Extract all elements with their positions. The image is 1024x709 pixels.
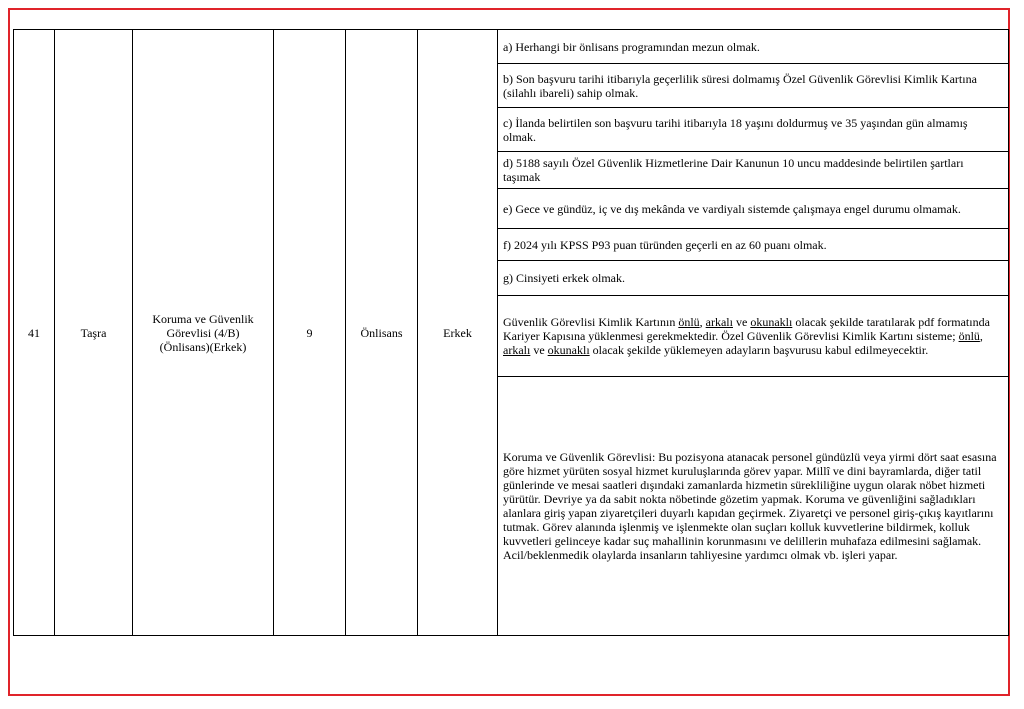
position-title-line: Koruma ve Güvenlik (152, 311, 254, 326)
education-level-cell: Önlisans (346, 30, 418, 636)
requirement-g: g) Cinsiyeti erkek olmak. (498, 261, 1009, 296)
location-cell: Taşra (55, 30, 133, 636)
job-table (13, 29, 1009, 636)
position-count-cell: 9 (274, 30, 346, 636)
requirement-f: f) 2024 yılı KPSS P93 puan türünden geçerli en az 60 puanı olmak. (498, 229, 1009, 261)
position-title-cell (133, 30, 274, 636)
requirement-b: b) Son başvuru tarihi itibarıyla geçerlilik süresi dolmamış Özel Güvenlik Görevlisi Kimlik Kartına (silahlı ibareli) sahip olmak. (498, 64, 1009, 108)
underlined-term: arkalı (503, 343, 531, 357)
table-row (14, 30, 1009, 64)
position-title-line: (Önlisans)(Erkek) (159, 339, 247, 354)
underlined-term: önlü (678, 315, 700, 329)
id-card-upload-note: Güvenlik Görevlisi Kimlik Kartının önlü, arkalı ve okunaklı olacak şekilde taratılarak pdf formatında Kariyer Kapısına yüklenmesi gerekmektedir. Özel Güvenlik Görevlisi Kimlik Kartını sisteme; önlü, arkalı ve okunaklı olacak şekilde yüklemeyen adayların başvurusu kabul edilmeyecektir. (498, 296, 1009, 377)
gender-cell: Erkek (418, 30, 498, 636)
underlined-term: okunaklı (547, 343, 590, 357)
underlined-term: önlü (958, 329, 980, 343)
requirement-e: e) Gece ve gündüz, iç ve dış mekânda ve vardiyalı sistemde çalışmaya engel durumu olmamak. (498, 189, 1009, 229)
row-number-cell: 41 (14, 30, 55, 636)
requirement-d: d) 5188 sayılı Özel Güvenlik Hizmetlerine Dair Kanunun 10 uncu maddesinde belirtilen şartları taşımak (498, 152, 1009, 189)
position-title-line: Görevlisi (4/B) (166, 325, 240, 340)
requirement-c: c) İlanda belirtilen son başvuru tarihi itibarıyla 18 yaşını doldurmuş ve 35 yaşından gün almamış olmak. (498, 108, 1009, 152)
requirement-a: a) Herhangi bir önlisans programından mezun olmak. (498, 30, 1009, 64)
job-description: Koruma ve Güvenlik Görevlisi: Bu pozisyona atanacak personel gündüzlü veya yirmi dört saat esasına göre hizmet yürüten sosyal hizmet kuruluşlarında görev yapar. Millî ve dini bayramlarda, diğer tatil günlerinde ve mesai saatleri dışındaki zamanlarda hizmetin sürekliliğine uygun olarak nöbet hizmeti yürütür. Devriye ya da sabit nokta nöbetinde gözetim yapmak. Koruma ve güvenliğini sağladıkları alanlara giriş yapan ziyaretçileri duyarlı kapıdan geçirmek. Ziyaretçi ve personel giriş-çıkış kayıtlarını tutmak. Görev alanında işlenmiş ve işlenmekte olan suçları kolluk kuvvetlerine bildirmek, kolluk kuvvetleri gelinceye kadar suç mahallinin korunmasını ve delillerin muhafaza edilmesini sağlamak. Acil/beklenmedik olaylarda insanların tahliyesine yardımcı olmak vb. işleri yapar. (498, 377, 1009, 636)
underlined-term: arkalı (705, 315, 733, 329)
underlined-term: okunaklı (750, 315, 793, 329)
